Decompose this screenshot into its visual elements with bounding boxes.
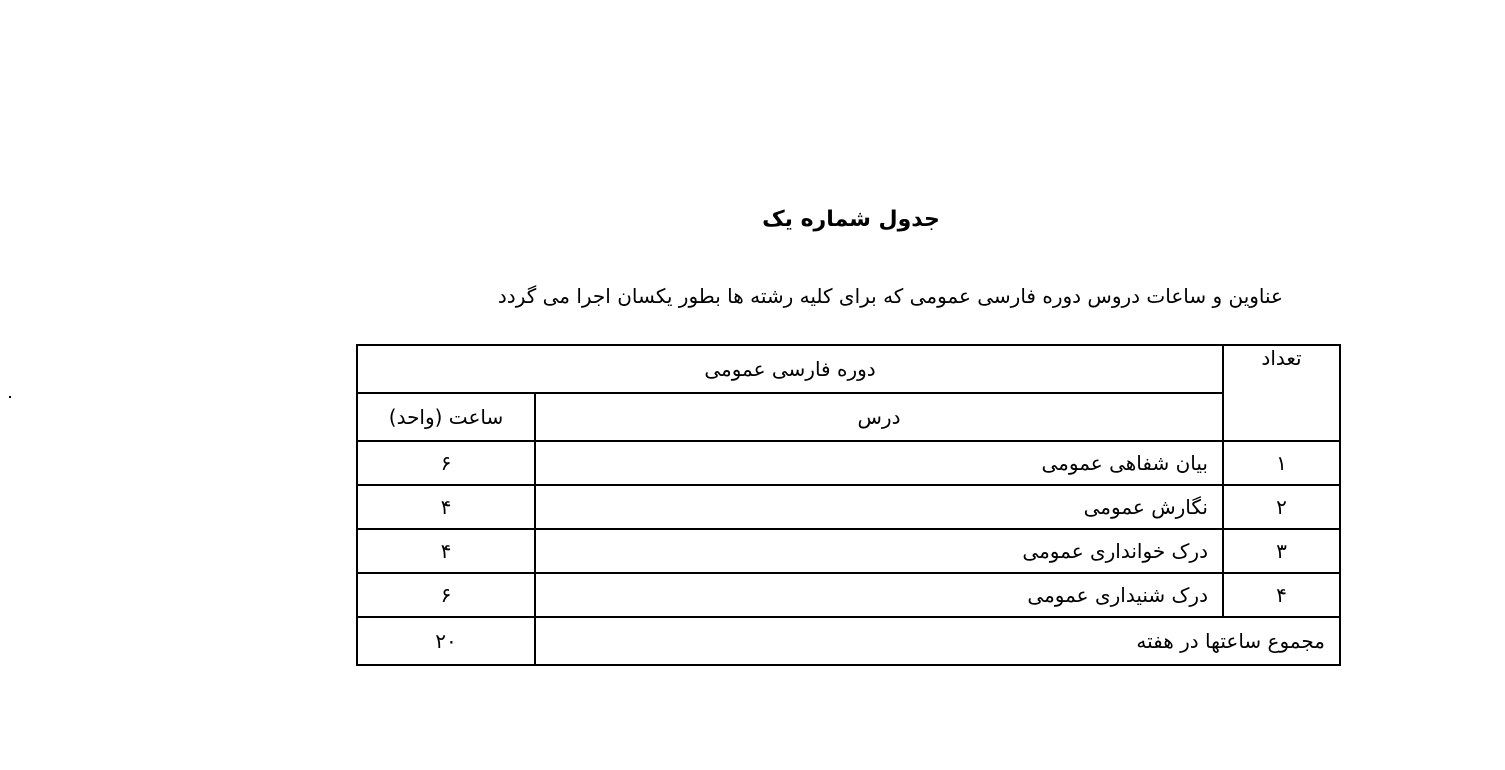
course-name: نگارش عمومی <box>535 485 1223 529</box>
row-number: ۱ <box>1223 441 1340 485</box>
row-number: ۲ <box>1223 485 1340 529</box>
total-row <box>357 617 1340 665</box>
course-hours: ۶ <box>357 573 535 617</box>
hours-header: ساعت (واحد) <box>357 393 535 441</box>
page-subtitle: عناوین و ساعات دروس دوره فارسی عمومی که برای کلیه رشته ها بطور یکسان اجرا می گردد <box>497 284 1283 308</box>
course-hours: ۴ <box>357 485 535 529</box>
count-header: تعداد <box>1223 345 1340 441</box>
course-header: درس <box>535 393 1223 441</box>
table-row <box>357 573 1340 617</box>
course-hours: ۴ <box>357 529 535 573</box>
group-header: دوره فارسی عمومی <box>357 345 1223 393</box>
row-number: ۴ <box>1223 573 1340 617</box>
total-label: مجموع ساعتها در هفته <box>535 617 1340 665</box>
total-value: ۲۰ <box>357 617 535 665</box>
table-row <box>357 441 1340 485</box>
course-name: درک شنیداری عمومی <box>535 573 1223 617</box>
course-name: درک خوانداری عمومی <box>535 529 1223 573</box>
course-name: بیان شفاهی عمومی <box>535 441 1223 485</box>
row-number: ۳ <box>1223 529 1340 573</box>
course-hours: ۶ <box>357 441 535 485</box>
table-row <box>357 485 1340 529</box>
stray-dot <box>9 396 11 398</box>
table-row <box>357 529 1340 573</box>
table-subheader-row <box>357 393 1340 441</box>
page-title: جدول شماره یک <box>762 207 940 232</box>
table-header-row <box>357 345 1340 393</box>
course-hours-table <box>356 344 1341 666</box>
